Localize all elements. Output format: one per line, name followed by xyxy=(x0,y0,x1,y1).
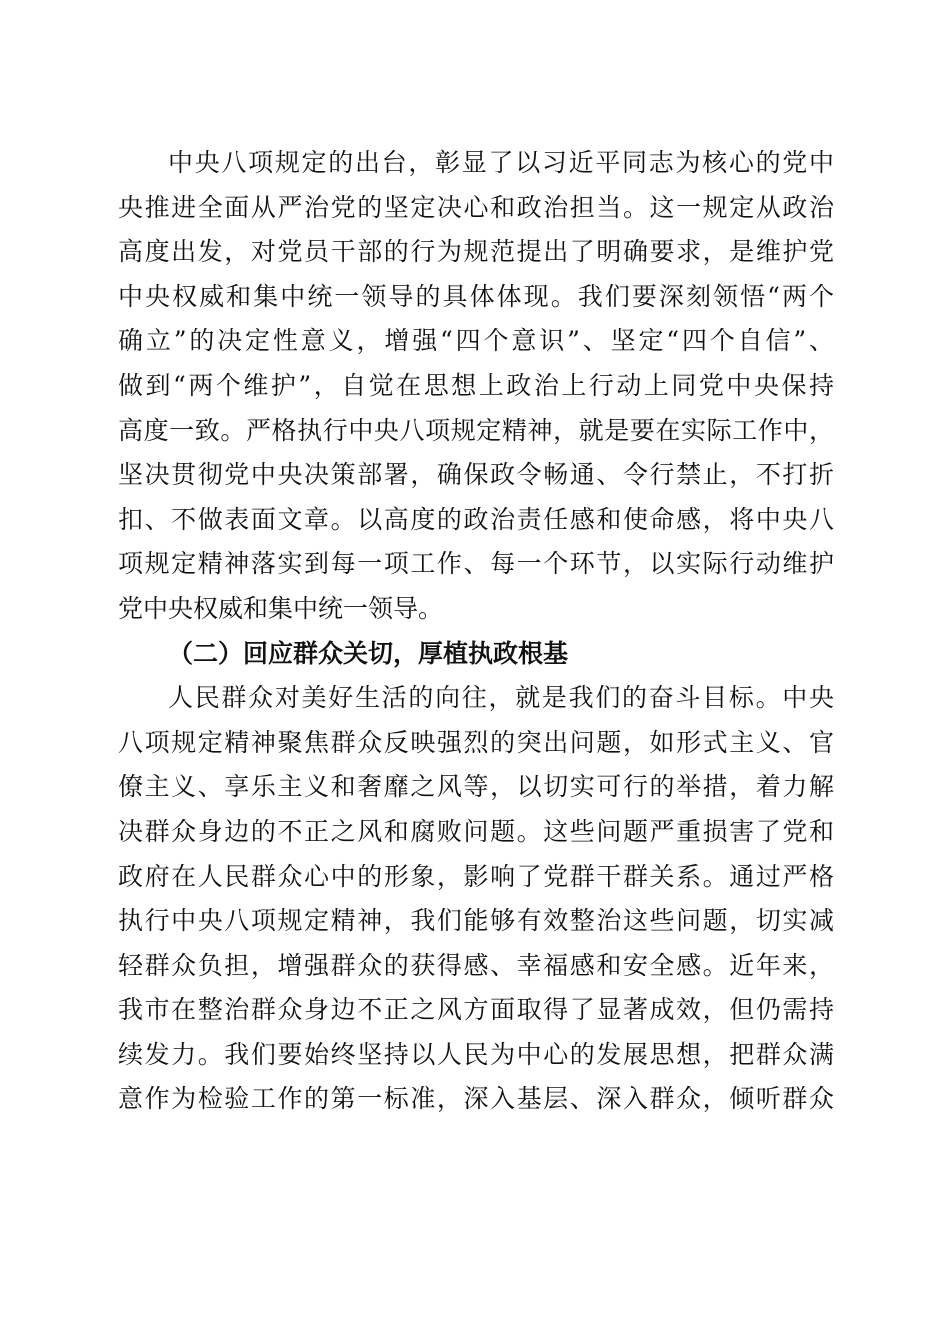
text-line: 项规定精神落实到每一项工作、每一个环节，以实际行动维护 xyxy=(118,549,834,579)
text-line: 八项规定精神聚焦群众反映强烈的突出问题，如形式主义、官 xyxy=(118,727,834,757)
text-line: 高度一致。严格执行中央八项规定精神，就是要在实际工作中， xyxy=(118,415,834,445)
text-line: 我市在整治群众身边不正之风方面取得了显著成效，但仍需持 xyxy=(118,995,834,1025)
text-line: 政府在人民群众心中的形象，影响了党群干群关系。通过严格 xyxy=(118,861,834,891)
section-heading: （二）回应群众关切，厚植执政根基 xyxy=(168,638,569,668)
text-line: 扣、不做表面文章。以高度的政治责任感和使命感，将中央八 xyxy=(118,504,834,534)
text-line: 高度出发，对党员干部的行为规范提出了明确要求，是维护党 xyxy=(118,237,834,267)
text-line: 意作为检验工作的第一标准，深入基层、深入群众，倾听群众 xyxy=(118,1084,834,1114)
text-line: 续发力。我们要始终坚持以人民为中心的发展思想，把群众满 xyxy=(118,1039,834,1069)
text-line: 人民群众对美好生活的向往，就是我们的奋斗目标。中央 xyxy=(168,683,834,713)
text-line: 僚主义、享乐主义和奢靡之风等，以切实可行的举措，着力解 xyxy=(118,772,834,802)
text-line: 确立”的决定性意义，增强“四个意识”、坚定“四个自信”、 xyxy=(118,326,834,356)
paragraph-political-significance xyxy=(118,141,834,632)
text-line: 做到“两个维护”，自觉在思想上政治上行动上同党中央保持 xyxy=(118,370,834,400)
text-line: 执行中央八项规定精神，我们能够有效整治这些问题，切实减 xyxy=(118,906,834,936)
paragraph-public-concerns xyxy=(118,676,834,1122)
text-line: 坚决贯彻党中央决策部署，确保政令畅通、令行禁止，不打折 xyxy=(118,460,834,490)
text-line: 中央八项规定的出台，彰显了以习近平同志为核心的党中 xyxy=(168,148,834,177)
document-body xyxy=(118,141,834,1122)
text-line: 中央权威和集中统一领导的具体体现。我们要深刻领悟“两个 xyxy=(118,281,834,311)
text-line: 党中央权威和集中统一领导。 xyxy=(118,593,444,623)
text-line: 央推进全面从严治党的坚定决心和政治担当。这一规定从政治 xyxy=(118,192,834,222)
text-line: 决群众身边的不正之风和腐败问题。这些问题严重损害了党和 xyxy=(118,816,834,846)
text-line: 轻群众负担，增强群众的获得感、幸福感和安全感。近年来， xyxy=(118,950,834,980)
